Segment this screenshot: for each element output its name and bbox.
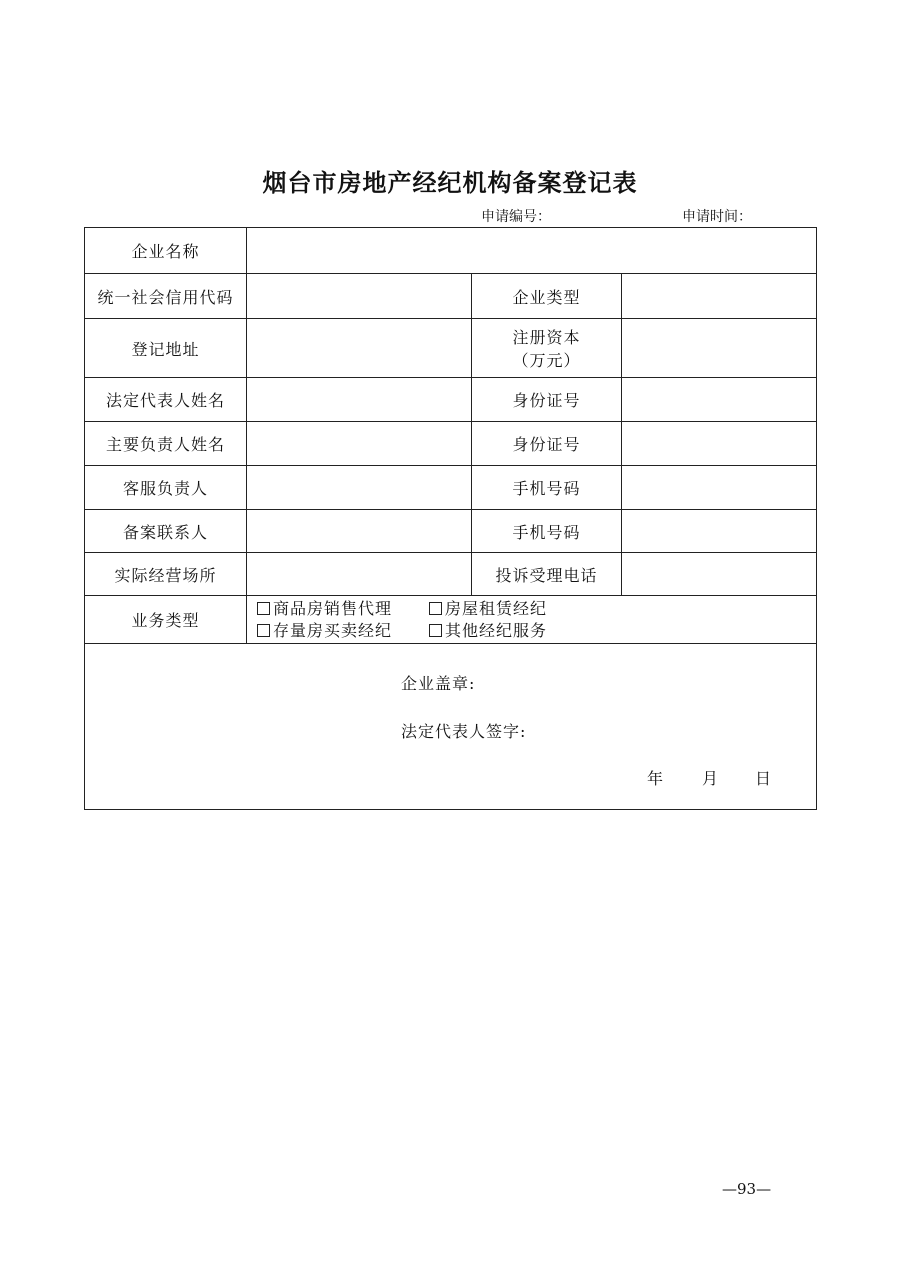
field-complaint-phone[interactable] xyxy=(622,553,817,596)
label-legal-rep-name: 法定代表人姓名 xyxy=(85,378,247,422)
field-company-name[interactable] xyxy=(247,228,817,274)
option-label: 存量房买卖经纪 xyxy=(273,620,393,640)
option-rental-brokerage[interactable] xyxy=(429,598,601,620)
label-id-no-legal: 身份证号 xyxy=(472,378,622,422)
month-label: 月 xyxy=(702,769,720,788)
legal-sign-label: 法定代表人签字: xyxy=(401,722,527,741)
label-reg-address: 登记地址 xyxy=(85,319,247,378)
seal-label: 企业盖章: xyxy=(401,674,476,693)
day-label: 日 xyxy=(755,769,773,788)
option-label: 房屋租赁经纪 xyxy=(445,598,548,618)
field-reg-capital[interactable] xyxy=(622,319,817,378)
label-mobile-contact: 手机号码 xyxy=(472,510,622,553)
option-new-house-sales[interactable] xyxy=(257,598,429,620)
option-other-services[interactable] xyxy=(429,620,601,642)
label-filing-contact: 备案联系人 xyxy=(85,510,247,553)
field-credit-code[interactable] xyxy=(247,274,472,319)
registration-form-table xyxy=(84,227,817,810)
field-mobile-contact[interactable] xyxy=(622,510,817,553)
checkbox-icon[interactable] xyxy=(429,602,442,615)
field-business-premises[interactable] xyxy=(247,553,472,596)
label-complaint-phone: 投诉受理电话 xyxy=(472,553,622,596)
field-id-no-principal[interactable] xyxy=(622,422,817,466)
reg-capital-line1: 注册资本 xyxy=(512,328,581,347)
application-time-label: 申请时间： xyxy=(682,209,752,225)
business-type-options xyxy=(247,596,817,644)
label-reg-capital xyxy=(472,319,622,378)
signature-section xyxy=(85,644,817,810)
label-id-no-principal: 身份证号 xyxy=(472,422,622,466)
field-principal-name[interactable] xyxy=(247,422,472,466)
label-credit-code: 统一社会信用代码 xyxy=(85,274,247,319)
field-id-no-legal[interactable] xyxy=(622,378,817,422)
field-company-type[interactable] xyxy=(622,274,817,319)
year-label: 年 xyxy=(647,769,665,788)
option-label: 商品房销售代理 xyxy=(273,598,393,618)
field-reg-address[interactable] xyxy=(247,319,472,378)
reg-capital-line2: （万元） xyxy=(512,351,581,370)
field-cs-person[interactable] xyxy=(247,466,472,510)
field-legal-rep-name[interactable] xyxy=(247,378,472,422)
label-business-type: 业务类型 xyxy=(85,596,247,644)
label-principal-name: 主要负责人姓名 xyxy=(85,422,247,466)
options-row-2 xyxy=(257,620,816,642)
form-title: 烟台市房地产经纪机构备案登记表 xyxy=(262,169,638,197)
checkbox-icon[interactable] xyxy=(429,624,442,637)
application-no-label: 申请编号： xyxy=(481,209,551,225)
label-company-name: 企业名称 xyxy=(85,228,247,274)
options-row-1 xyxy=(257,598,816,620)
page-number: —93— xyxy=(722,1180,772,1198)
label-cs-person: 客服负责人 xyxy=(85,466,247,510)
checkbox-icon[interactable] xyxy=(257,602,270,615)
checkbox-icon[interactable] xyxy=(257,624,270,637)
option-label: 其他经纪服务 xyxy=(445,620,548,640)
label-business-premises: 实际经营场所 xyxy=(85,553,247,596)
option-resale-brokerage[interactable] xyxy=(257,620,429,642)
label-company-type: 企业类型 xyxy=(472,274,622,319)
label-mobile-cs: 手机号码 xyxy=(472,466,622,510)
field-mobile-cs[interactable] xyxy=(622,466,817,510)
field-filing-contact[interactable] xyxy=(247,510,472,553)
